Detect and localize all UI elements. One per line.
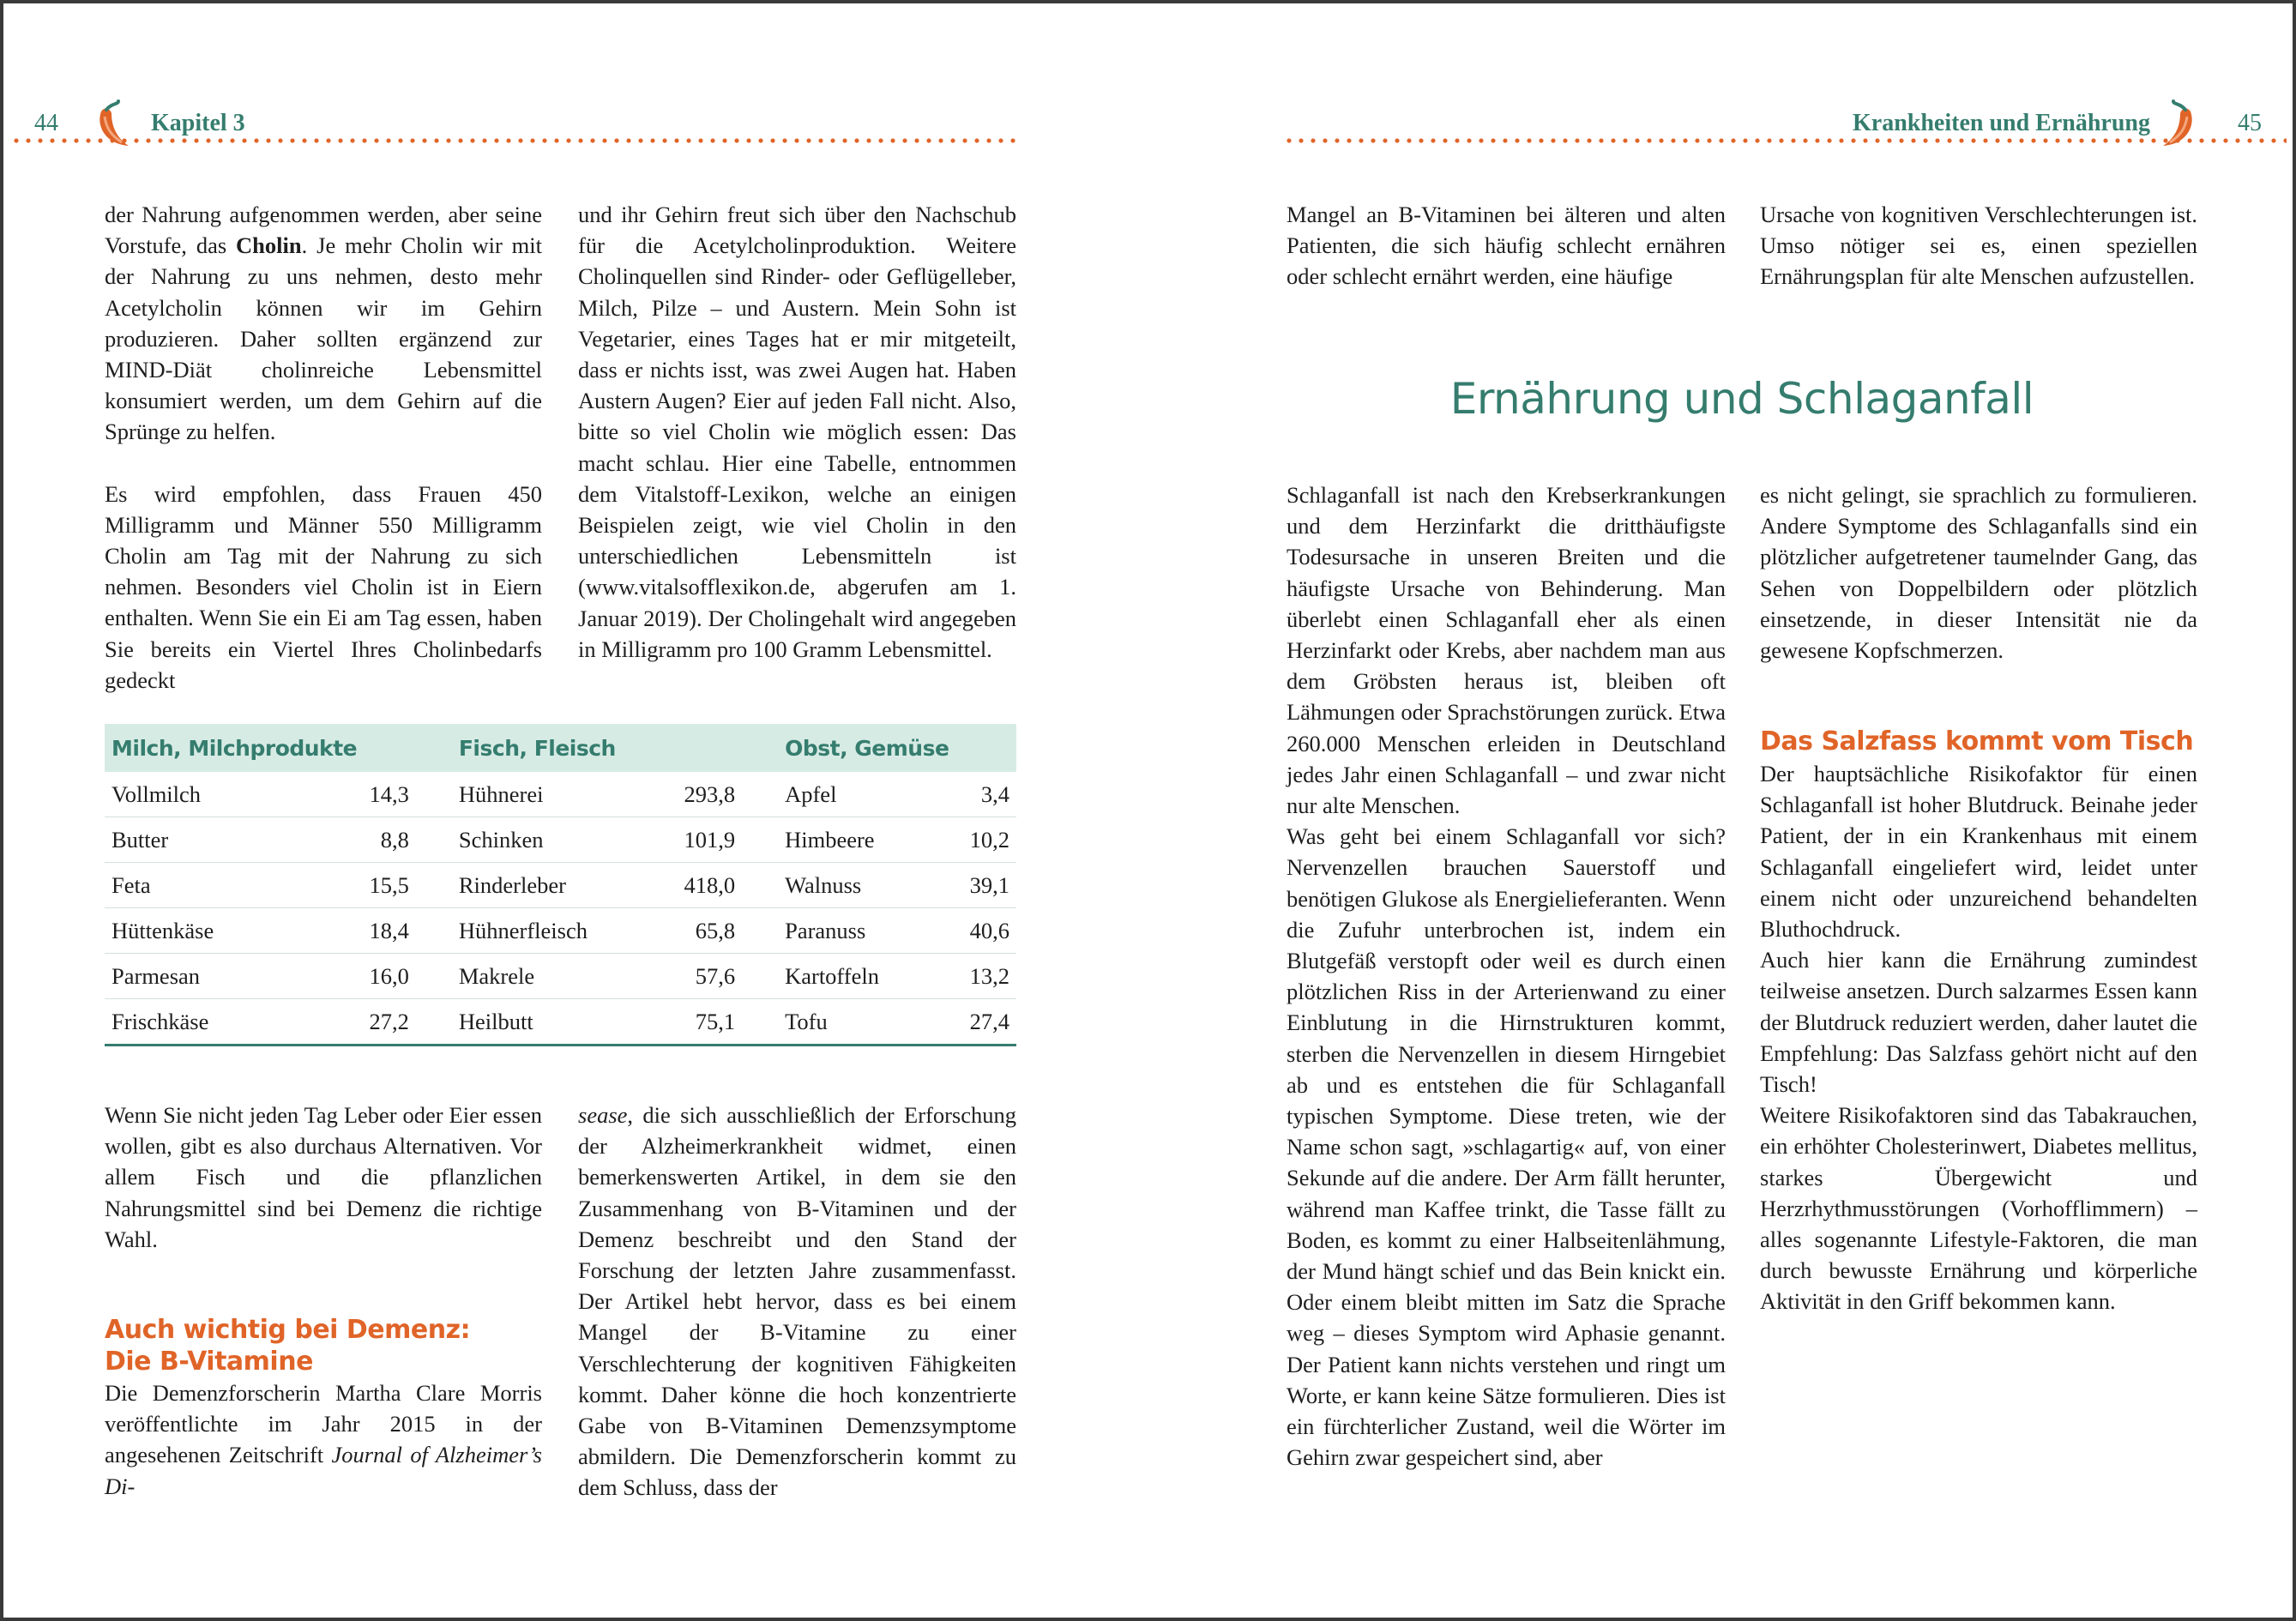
table-cell-food: Schinken (452, 817, 643, 863)
left-col1-bottom (105, 1100, 542, 1255)
table-cell-food: Rinderleber (452, 863, 643, 908)
table-header: Obst, Gemüse (778, 724, 1016, 772)
table-cell-food: Hühnerfleisch (452, 908, 643, 954)
table-cell-value: 16,0 (300, 954, 451, 999)
paragraph: der Nahrung aufgenommen werden, aber seine Vorstufe, das Cholin. Je mehr Cholin wir mit der Nahrung zu uns nehmen, desto mehr Acetylcholin können wir im Gehirn produzieren. Daher sollten ergänzend zur MIND-Diät cholinreiche Lebensmittel konsumiert werden, um dem Gehirn auf die Sprünge zu helfen. (105, 202, 542, 445)
paragraph: Es wird empfohlen, dass Frauen 450 Milligramm und Männer 550 Milligramm Cholin am Tag mit der Nahrung zu sich nehmen. Besonders viel Cholin ist in Eiern enthalten. Wenn Sie ein Ei am Tag essen, haben Sie bereits ein Viertel Ihres Cholinbedarfs gedeckt (105, 480, 542, 693)
table-cell-food: Frischkäse (105, 999, 300, 1046)
right-col2-top (1760, 199, 2197, 292)
table-cell-food: Feta (105, 863, 300, 908)
paragraph: Ursache von kognitiven Verschlechterungen ist. Umso nötiger sei es, einen speziellen Ernährungsplan für alte Menschen aufzustellen. (1760, 202, 2197, 290)
table-cell-food: Paranuss (778, 908, 937, 954)
table-cell-food: Kartoffeln (778, 954, 937, 999)
left-page-number: 44 (34, 110, 58, 136)
table-cell-food: Butter (105, 817, 300, 863)
table-header: Fisch, Fleisch (452, 724, 778, 772)
subheading-salzfass: Das Salzfass kommt vom Tisch (1760, 726, 2194, 756)
right-col1-top (1287, 199, 1726, 292)
table-cell-food: Makrele (452, 954, 643, 999)
table-cell-value: 15,5 (300, 863, 451, 908)
paragraph: Was geht bei einem Schlaganfall vor sich? Nervenzellen brauchen Sauerstoff und benötigen Glukose als Energielieferanten. Wenn die Zufuhr unterbrochen ist, indem ein Blutgefäß verstopft oder weil es durch einen plötzlichen Riss in der Arterienwand zu einer Einblutung in die Hirnstrukturen kommt, sterben die Nervenzellen in diesem Hirngebiet ab und es entstehen die für Schlaganfall typischen Symptome. Diese treten, wie der Name schon sagt, »schlagartig« auf, von einer Sekunde auf die andere. Der Arm fällt herunter, während man Kaffee trinkt, die Tasse fällt zu Boden, es kommt zu einer Halbseitenlähmung, der Mund hängt schief und das Bein knickt ein. Oder einem bleibt mitten im Satz die Sprache weg – dieses Symptom wird Aphasie genannt. Der Patient kann nichts verstehen und ringt um Worte, er kann keine Sätze formulieren. Dies ist ein fürchterlicher Zustand, weil die Wörter im Gehirn zwar gespeichert sind, aber (1287, 823, 1726, 1471)
table-cell-value: 40,6 (937, 908, 1016, 954)
table-body (105, 772, 1016, 1046)
table-cell-value: 3,4 (980, 780, 1009, 807)
table-cell-value: 39,1 (937, 863, 1016, 908)
paragraph: und ihr Gehirn freut sich über den Nachschub für die Acetylcholinproduktion. Weitere Cholinquellen sind Rinder- oder Geflügelleber, Milch, Pilze – und Austern. Mein Sohn ist Vegetarier, eines Tages hat er mir mitgeteilt, dass er nichts isst, was zwei Augen hat. Haben Austern Augen? Eier auf jeden Fall nicht. Also, bitte so viel Cholin wie möglich essen: Das macht schlau. Hier eine Tabelle, entnommen dem Vitalstoff-Lexikon, welche an einigen Beispielen zeigt, wie viel Cholin in den unterschiedlichen Lebensmitteln ist (www.vitalsofflexikon.de, abgerufen am 1. Januar 2019). Der Cholingehalt wird angegeben in Milligramm pro 100 Gramm Lebensmittel. (578, 202, 1016, 662)
right-col1-main (1287, 479, 1726, 1473)
table-cell-food: Heilbutt (452, 999, 643, 1046)
table-cell-value: 57,6 (642, 954, 778, 999)
right-dotted-rule (1283, 137, 2287, 144)
table-row (105, 863, 1016, 908)
table-cell-food: Apfel (785, 780, 837, 807)
table-cell-value: 8,8 (300, 817, 451, 863)
paragraph: es nicht gelingt, sie sprachlich zu formulieren. Andere Symptome des Schlaganfalls sind ein plötzlicher aufgetretener taumelnder Gang, das Sehen von Doppelbildern oder plötzlich einsetzende, in dieser Intensität nie da gewesene Kopfschmerzen. (1760, 482, 2197, 664)
section-title: Ernährung und Schlaganfall (1449, 374, 2034, 424)
paragraph: Weitere Risikofaktoren sind das Tabakrauchen, ein erhöhter Cholesterinwert, Diabetes mellitus, starkes Übergewicht und Herzrhythmusstörungen (Vorhofflimmern) – alles sogenannte Lifestyle-Faktoren, die man durch bewusste Ernährung und körperliche Aktivität in den Griff bekommen kann. (1760, 1102, 2197, 1315)
paragraph: Wenn Sie nicht jeden Tag Leber oder Eier essen wollen, gibt es also durchaus Alternativen. Vor allem Fisch und die pflanzlichen Nahrungsmittel sind bei Demenz die richtige Wahl. (105, 1102, 542, 1252)
subheading-b-vitamine: Auch wichtig bei Demenz: Die B-Vitamine (105, 1315, 471, 1377)
table-cell-value: 27,2 (300, 999, 451, 1046)
table-cell-food: Hühnerei (458, 780, 544, 807)
table-cell-value: 13,2 (937, 954, 1016, 999)
paragraph: Mangel an B-Vitaminen bei älteren und alten Patienten, die sich häufig schlecht ernähren oder schlecht ernährt werden, eine häufige (1287, 202, 1726, 290)
table-cell-value: 101,9 (642, 817, 778, 863)
table-cell-food: Vollmilch (111, 780, 202, 807)
table-cell-food: Parmesan (105, 954, 300, 999)
table-cell-value: 293,8 (684, 780, 736, 807)
table-cell-value: 65,8 (642, 908, 778, 954)
right-running-head: Krankheiten und Ernährung (1853, 110, 2150, 136)
paragraph: Auch hier kann die Ernährung zumindest teilweise ansetzen. Durch salzarmes Essen kann der Blutdruck reduziert werden, daher lautet die Empfehlung: Das Salzfass gehört nicht auf den Tisch! (1760, 947, 2197, 1098)
table-cell-food: Walnuss (778, 863, 937, 908)
table-row (105, 954, 1016, 999)
left-col2-bottom (578, 1100, 1016, 1503)
left-col1-end (105, 1377, 542, 1502)
paragraph: Schlaganfall ist nach den Krebserkrankungen und dem Herzinfarkt die dritthäufigste Todesursache in unseren Breiten und die häufigste Ursache von Behinderung. Man überlebt einen Schlaganfall eher als einen Herzinfarkt oder Krebs, aber nachdem man aus dem Gröbsten heraus ist, bleiben oft Lähmungen oder Sprachstörungen zurück. Etwa 260.000 Menschen erleiden in Deutschland jedes Jahr einen Schlaganfall – und zwar nicht nur alte Menschen. (1287, 482, 1726, 819)
paragraph: Die Demenzforscherin Martha Clare Morris veröffentlichte im Jahr 2015 in der angesehenen Zeitschrift Journal of Alzheimer’s Di- (105, 1380, 542, 1499)
right-page-number: 45 (2238, 110, 2262, 136)
paragraph: sease, die sich ausschließlich der Erforschung der Alzheimerkrankheit widmet, einen bemerkenswerten Artikel, in dem sie den Zusammenhang von B-Vitaminen und der Demenz beschreibt und den Stand der Forschung der letzten Jahre zusammenfasst. Der Artikel hebt hervor, dass es bei einem Mangel der B-Vitamine zu einer Verschlechterung der kognitiven Fähigkeiten kommt. Daher könne die hoch konzentrierte Gabe von B-Vitaminen Demenzsymptome abmildern. Die Demenzforscherin kommt zu dem Schluss, dass der (578, 1102, 1016, 1501)
table-cell-value: 14,3 (369, 780, 409, 807)
right-col2-main (1760, 479, 2197, 666)
table-cell-value: 75,1 (642, 999, 778, 1046)
paragraph: Der hauptsächliche Risikofaktor für einen Schlaganfall ist hoher Blutdruck. Beinahe jeder Patient, der in ein Krankenhaus mit einem Schlaganfall eingeliefert wird, leidet unter einem nicht oder unzureichend behandelten Bluthochdruck. (1760, 761, 2197, 943)
table-row (105, 999, 1016, 1046)
table-cell-food: Hüttenkäse (105, 908, 300, 954)
left-running-head: Kapitel 3 (151, 110, 245, 136)
table-cell-value: 10,2 (937, 817, 1016, 863)
table-cell-food: Tofu (778, 999, 937, 1046)
table-cell-value: 18,4 (300, 908, 451, 954)
table-header: Milch, Milchprodukte (105, 724, 452, 772)
right-col2-salz (1760, 758, 2197, 1317)
table-row (105, 772, 1016, 817)
table-row (105, 908, 1016, 954)
book-spread (3, 3, 2293, 1618)
table-cell-value: 27,4 (937, 999, 1016, 1046)
table-cell-food: Himbeere (778, 817, 937, 863)
left-col1-top (105, 199, 542, 696)
left-col2-top (578, 199, 1016, 665)
table-row (105, 817, 1016, 863)
left-dotted-rule (10, 137, 1021, 144)
choline-table (105, 724, 1016, 1046)
table-header-row (105, 724, 1016, 772)
table-cell-value: 418,0 (642, 863, 778, 908)
